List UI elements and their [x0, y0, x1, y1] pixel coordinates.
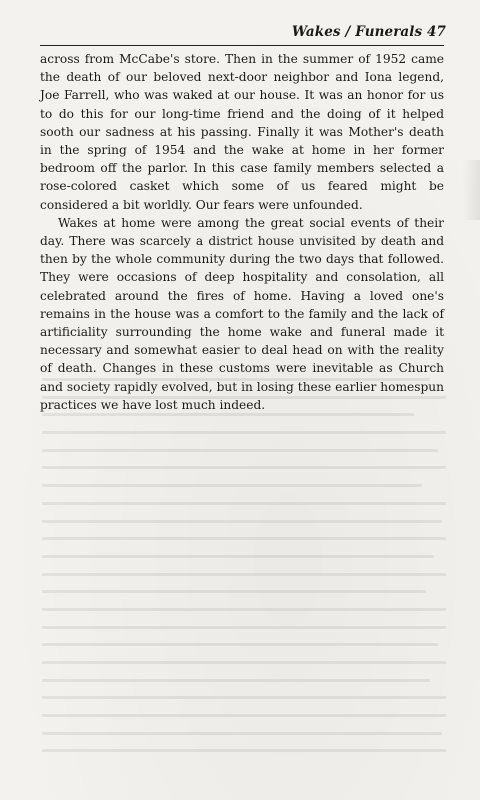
- paragraph-1: across from McCabe's store. Then in the summer of 1952 came the death of our beloved next-door neighbor and Iona legend, Joe Farrell, who was waked at our house. It was an honor for us to do this for our long-time friend and the doing of it helped sooth our sadness at his passing. Finally it was Mother's death in the spring of 1954 and the wake at home in her former bedroom off the parlor. In this case family members selected a rose-colored casket which some of us feared might be considered a bit worldly. Our fears were unfounded.: [40, 52, 444, 212]
- header-rule: [40, 45, 444, 46]
- page-edge-shadow: [462, 160, 480, 220]
- paragraph-2: Wakes at home were among the great social events of their day. There was scarcely a district house unvisited by death and then by the whole community during the two days that followed. They were occasions of deep hospitality and consolation, all celebrated around the fires of home. Having a loved one's remains in the house was a comfort to the family and the lack of artificiality surrounding the home wake and funeral made it necessary and somewhat easier to deal head on with the reality of death. Changes in these customs were inevitable as Church and society rapidly evolved, but in losing these earlier homespun practices we have lost much indeed.: [40, 215, 444, 412]
- body-text: [40, 50, 444, 414]
- running-head: Wakes / Funerals 47: [291, 24, 446, 40]
- show-through-text: [42, 378, 446, 788]
